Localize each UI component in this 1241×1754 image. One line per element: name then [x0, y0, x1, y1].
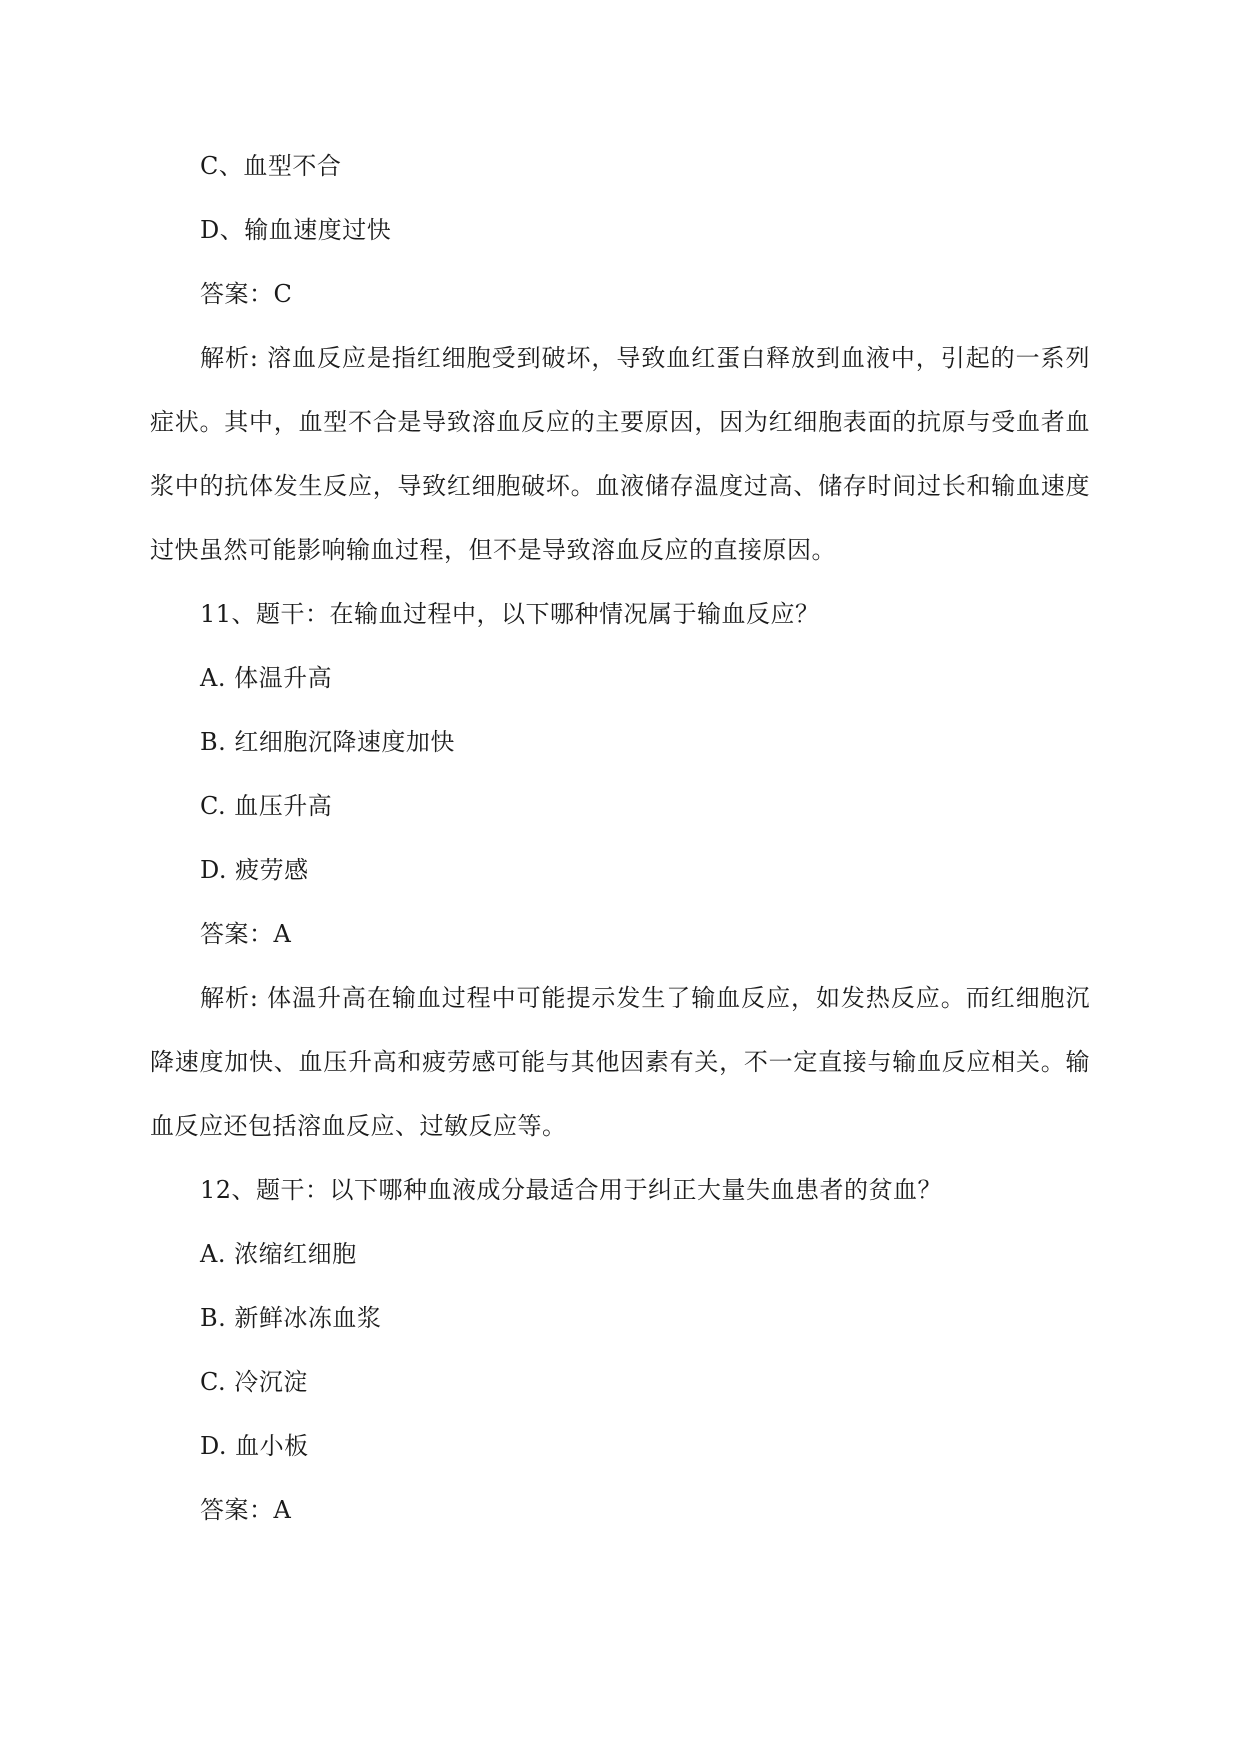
analysis-line: 解析: 体温升高在输血过程中可能提示发生了输血反应，如发热反应。而红细胞沉 — [200, 984, 1090, 1012]
analysis-line: 解析: 溶血反应是指红细胞受到破坏，导致血红蛋白释放到血液中，引起的一系列 — [200, 344, 1090, 372]
option-d: D. 血小板 — [200, 1432, 309, 1460]
answer: 答案：A — [200, 1496, 292, 1524]
answer: 答案：A — [200, 920, 292, 948]
analysis-line: 过快虽然可能影响输血过程，但不是导致溶血反应的直接原因。 — [150, 536, 836, 564]
question-12: 12、题干：以下哪种血液成分最适合用于纠正大量失血患者的贫血？ — [200, 1176, 943, 1204]
analysis-line: 降速度加快、血压升高和疲劳感可能与其他因素有关，不一定直接与输血反应相关。输 — [150, 1048, 1090, 1076]
analysis-line: 浆中的抗体发生反应，导致红细胞破坏。血液储存温度过高、储存时间过长和输血速度 — [150, 472, 1090, 500]
question-11: 11、题干：在输血过程中，以下哪种情况属于输血反应？ — [200, 600, 820, 628]
option-a: A. 体温升高 — [200, 664, 333, 692]
option-d: D. 疲劳感 — [200, 856, 309, 884]
analysis-line: 症状。其中，血型不合是导致溶血反应的主要原因，因为红细胞表面的抗原与受血者血 — [150, 408, 1090, 436]
option-d: D、输血速度过快 — [200, 216, 392, 244]
option-c: C. 冷沉淀 — [200, 1368, 308, 1396]
option-c: C. 血压升高 — [200, 792, 333, 820]
answer: 答案：C — [200, 280, 293, 308]
analysis-line: 血反应还包括溶血反应、过敏反应等。 — [150, 1112, 567, 1140]
option-a: A. 浓缩红细胞 — [200, 1240, 357, 1268]
option-b: B. 新鲜冰冻血浆 — [200, 1304, 382, 1332]
option-c: C、血型不合 — [200, 152, 342, 180]
option-b: B. 红细胞沉降速度加快 — [200, 728, 455, 756]
